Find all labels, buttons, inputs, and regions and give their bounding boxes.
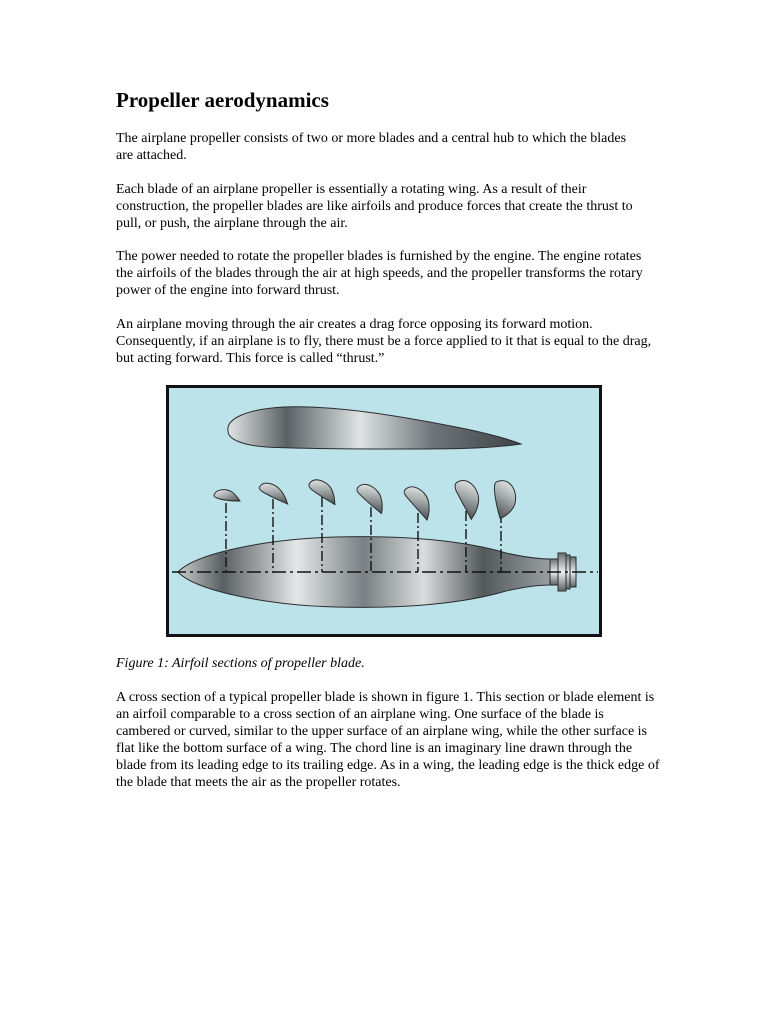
page-title: Propeller aerodynamics [116, 88, 329, 112]
airfoil-sections-figure [166, 385, 602, 637]
figure-caption: Figure 1: Airfoil sections of propeller blade. [116, 656, 365, 671]
paragraph-propeller-definition: The airplane propeller consists of two or more blades and a central hub to which the blades are attached. [116, 131, 627, 163]
paragraph-thrust: An airplane moving through the air creates a drag force opposing its forward motion. Consequently, if an airplane is to fly, there must be a force applied to it that is equal to the drag, but acting forward. This force is called “thrust.” [116, 317, 652, 366]
paragraph-rotating-wing: Each blade of an airplane propeller is essentially a rotating wing. As a result of their construction, the propeller blades are like airfoils and produce forces that create the thrust to pull, or push, the airplane through the air. [116, 182, 633, 231]
paragraph-engine-power: The power needed to rotate the propeller blades is furnished by the engine. The engine rotates the airfoils of the blades through the air at high speeds, and the propeller transforms the rotary power of the engine into forward thrust. [116, 249, 643, 298]
airfoil-sections-diagram [166, 385, 602, 637]
paragraph-cross-section: A cross section of a typical propeller blade is shown in figure 1. This section or blade element is an airfoil comparable to a cross section of an airplane wing. One surface of the blade is cambered or curved, similar to the upper surface of an airplane wing, while the other surface is flat like the bottom surface of a wing. The chord line is an imaginary line drawn through the blade from its leading edge to its trailing edge. As in a wing, the leading edge is the thick edge of the blade that meets the air as the propeller rotates. [116, 690, 660, 790]
